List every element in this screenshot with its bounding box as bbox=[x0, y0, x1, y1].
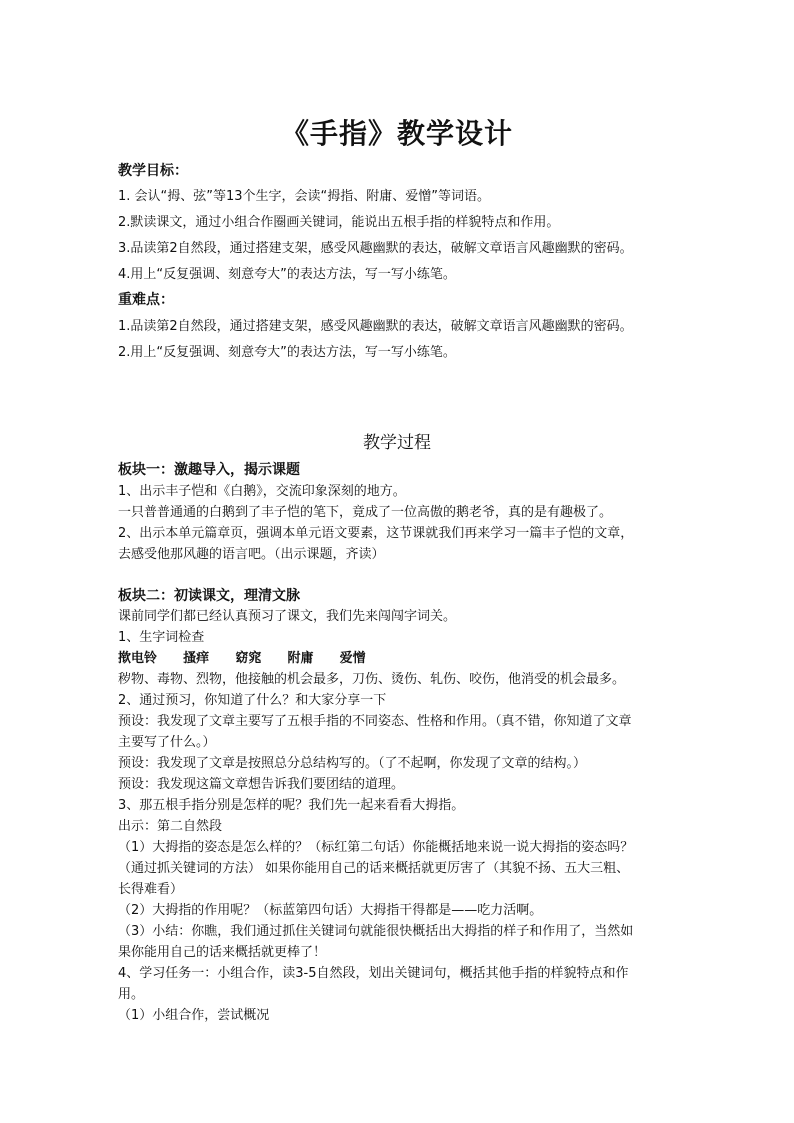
block1-line: 去感受他那风趣的语言吧。（出示课题，齐读） bbox=[118, 547, 385, 562]
block2-line: （2）大拇指的作用呢？（标蓝第四句话）大拇指干得都是——吃力活啊。 bbox=[118, 903, 543, 918]
process-heading: 教学过程 bbox=[363, 433, 431, 453]
vocab-word: 窈窕 bbox=[235, 651, 262, 666]
block2-line: 用。 bbox=[118, 987, 145, 1002]
goals-heading: 教学目标： bbox=[118, 163, 188, 179]
goal-item: 3.品读第2自然段，通过搭建支架，感受风趣幽默的表达，破解文章语言风趣幽默的密码。 bbox=[118, 241, 633, 256]
block2-line: 预设：我发现了文章主要写了五根手指的不同姿态、性格和作用。（真不错，你知道了文章 bbox=[118, 714, 632, 729]
block1-line: 一只普普通通的白鹅到了丰子恺的笔下，竟成了一位高傲的鹅老爷，真的是有趣极了。 bbox=[118, 505, 613, 520]
block2-line: （通过抓关键词的方法） 如果你能用自己的话来概括就更厉害了（其貌不扬、五大三粗、 bbox=[118, 861, 630, 876]
block2-sub1: 1、生字词检查 bbox=[118, 630, 205, 645]
vocab-words bbox=[118, 648, 688, 670]
block2-line: 3、那五根手指分别是怎样的呢？我们先一起来看看大拇指。 bbox=[118, 798, 465, 813]
goal-item: 2.默读课文，通过小组合作圈画关键词，能说出五根手指的样貌特点和作用。 bbox=[118, 215, 560, 230]
key-point-item: 1.品读第2自然段，通过搭建支架，感受风趣幽默的表达，破解文章语言风趣幽默的密码。 bbox=[118, 319, 633, 334]
block1-line: 2、出示本单元篇章页，强调本单元语文要素，这节课就我们再来学习一篇丰子恺的文章， bbox=[118, 526, 634, 541]
block2-line: 秽物、毒物、烈物，他接触的机会最多，刀伤、烫伤、轧伤、咬伤，他消受的机会最多。 bbox=[118, 672, 626, 687]
vocab-word: 爱憎 bbox=[339, 651, 366, 666]
block2-line: 长得难看） bbox=[118, 882, 184, 897]
block2-intro: 课前同学们都已经认真预习了课文，我们先来闯闯字词关。 bbox=[118, 609, 457, 624]
vocab-word: 附庸 bbox=[287, 651, 314, 666]
block2-line: 主要写了什么。） bbox=[118, 735, 216, 750]
block2-line: （1）小组合作，尝试概况 bbox=[118, 1008, 270, 1023]
goal-item: 4.用上“反复强调、刻意夸大”的表达方法，写一写小练笔。 bbox=[118, 267, 456, 282]
block1-line: 1、出示丰子恺和《白鹅》，交流印象深刻的地方。 bbox=[118, 484, 406, 499]
key-point-item: 2.用上“反复强调、刻意夸大”的表达方法，写一写小练笔。 bbox=[118, 345, 456, 360]
block2-line: 出示：第二自然段 bbox=[118, 819, 223, 834]
goal-item: 1. 会认“拇、弦”等13个生字，会读“拇指、附庸、爱憎”等词语。 bbox=[118, 189, 491, 204]
block2-line: 果你能用自己的话来概括就更棒了！ bbox=[118, 945, 327, 960]
block2-heading: 板块二：初读课文，理清文脉 bbox=[118, 588, 300, 604]
block2-line: 4、学习任务一：小组合作，读3-5自然段，划出关键词句，概括其他手指的样貌特点和作 bbox=[118, 966, 629, 981]
key-points-heading: 重难点： bbox=[118, 292, 174, 308]
block2-line: （1）大拇指的姿态是怎么样的？（标红第二句话）你能概括地来说一说大拇指的姿态吗？ bbox=[118, 840, 634, 855]
block2-line: （3）小结：你瞧，我们通过抓住关键词句就能很快概括出大拇指的样子和作用了，当然如 bbox=[118, 924, 634, 939]
block1-heading: 板块一：激趣导入，揭示课题 bbox=[118, 462, 300, 478]
vocab-word: 搔痒 bbox=[183, 651, 210, 666]
block2-line: 2、通过预习，你知道了什么？和大家分享一下 bbox=[118, 693, 387, 708]
block2-line: 预设：我发现了文章是按照总分总结构写的。（了不起啊，你发现了文章的结构。） bbox=[118, 756, 587, 771]
document-title: 《手指》教学设计 bbox=[280, 117, 513, 150]
vocab-word: 揿电铃 bbox=[118, 651, 158, 666]
block2-line: 预设：我发现这篇文章想告诉我们要团结的道理。 bbox=[118, 777, 405, 792]
